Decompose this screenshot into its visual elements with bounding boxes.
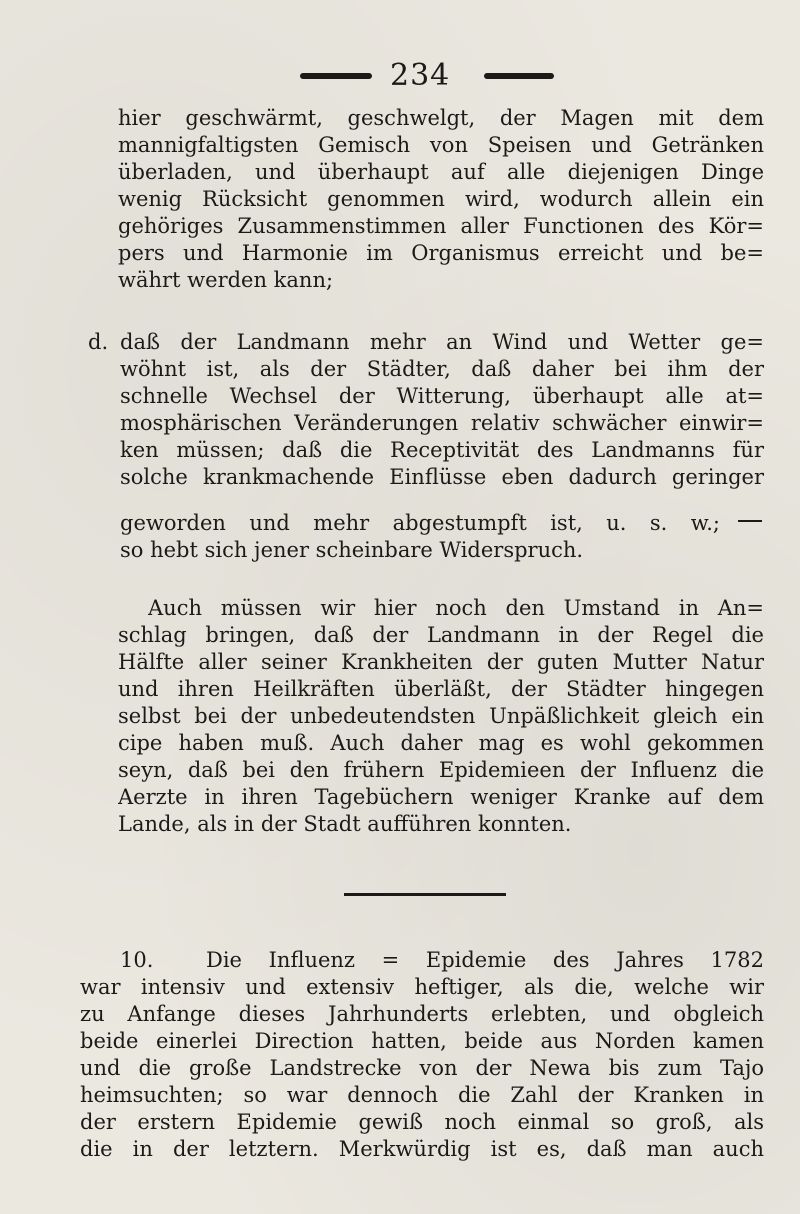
text-line: und ihren Heilkräften überläßt, der Städter hingegen [118,677,764,701]
text-line: daß der Landmann mehr an Wind und Wetter ge= [120,330,764,354]
text-line: der erstern Epidemie gewiß noch einmal so groß, als [80,1110,764,1134]
text-line: heimsuchten; so war dennoch die Zahl der Kranken in [80,1083,764,1107]
section-divider [344,893,506,896]
header-rule-left [300,73,372,79]
text-line: Lande, als in der Stadt aufführen konnten. [118,812,572,836]
text-line: geworden und mehr abgestumpft ist, u. s. w.; [120,511,720,535]
text-line: gehöriges Zusammenstimmen aller Functionen des Kör= [118,214,764,238]
page-number: 234 [390,58,451,93]
section-number: 10. [120,948,154,972]
text-line: so hebt sich jener scheinbare Widerspruch. [120,538,584,562]
page-header [0,56,800,96]
text-line: cipe haben muß. Auch daher mag es wohl gekommen [118,731,764,755]
text-line: wöhnt ist, als der Städter, daß daher bei ihm der [120,357,764,381]
text-line: seyn, daß bei den frühern Epidemieen der Influenz die [118,758,764,782]
text-line: wenig Rücksicht genommen wird, wodurch allein ein [118,187,764,211]
text-line: währt werden kann; [118,268,334,292]
text-line: die in der letztern. Merkwürdig ist es, daß man auch [80,1137,764,1161]
text-line: selbst bei der unbedeutendsten Unpäßlichkeit gleich ein [118,704,764,728]
text-line: und die große Landstrecke von der Newa bis zum Tajo [80,1056,764,1080]
text-line: überladen, und überhaupt auf alle diejenigen Dinge [118,160,764,184]
text-line: Aerzte in ihren Tagebüchern weniger Kranke auf dem [118,785,764,809]
text-line: hier geschwärmt, geschwelgt, der Magen mit dem [118,106,764,130]
text-line: schnelle Wechsel der Witterung, überhaupt alle at= [120,384,764,408]
text-line: mosphärischen Veränderungen relativ schwächer einwir= [120,411,764,435]
text-line: Die Influenz = Epidemie des Jahres 1782 [206,948,764,972]
text-line: Auch müssen wir hier noch den Umstand in An= [148,596,764,620]
text-line: zu Anfange dieses Jahrhunderts erlebten, und obgleich [80,1002,764,1026]
dash-rule [738,520,762,522]
text-line: Hälfte aller seiner Krankheiten der guten Mutter Natur [118,650,764,674]
text-line: beide einerlei Direction hatten, beide aus Norden kamen [80,1029,764,1053]
text-line: ken müssen; daß die Receptivität des Landmanns für [120,438,764,462]
text-line: solche krankmachende Einflüsse eben dadurch geringer [120,465,764,489]
text-line: war intensiv und extensiv heftiger, als die, welche wir [80,975,764,999]
text-line: schlag bringen, daß der Landmann in der Regel die [118,623,764,647]
list-item-label: d. [88,330,109,354]
header-rule-right [484,73,554,79]
text-line: pers und Harmonie im Organismus erreicht und be= [118,241,764,265]
text-line: mannigfaltigsten Gemisch von Speisen und Getränken [118,133,764,157]
